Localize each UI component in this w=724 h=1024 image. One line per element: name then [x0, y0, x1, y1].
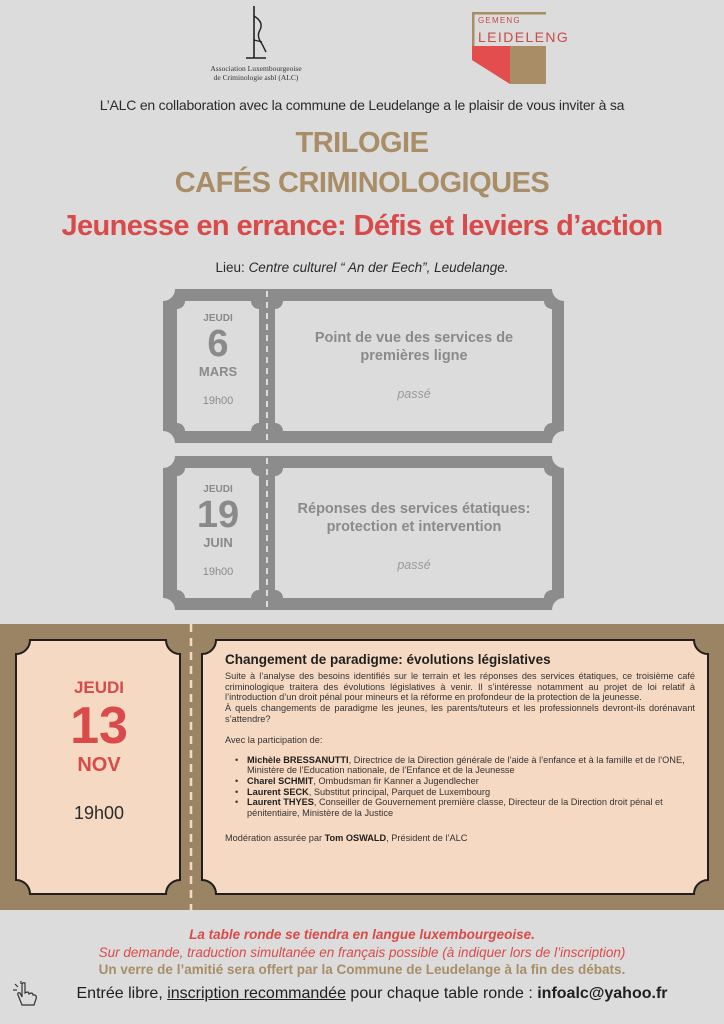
alc-name-line1: Association Luxembourgeoise	[210, 64, 302, 73]
featured-heading: Changement de paradigme: évolutions législatives	[225, 652, 551, 667]
moderation-prefix: Modération assurée par	[225, 832, 325, 843]
participant-role: , Substitut principal, Parquet de Luxembourg	[308, 786, 491, 797]
entry-middle: pour chaque table ronde :	[345, 985, 538, 1002]
participant-item	[225, 797, 695, 818]
intro-text: L’ALC en collaboration avec la commune de Leudelange a le plaisir de vous inviter à sa	[99, 97, 625, 113]
participant-role: , Directrice de la Direction générale de l’aide à l’enfance et à la famille et de l’ONE, Ministère de l’Education nationale, de l’Enfance et de la Jeunesse	[247, 754, 685, 776]
alc-emblem-icon	[236, 6, 276, 64]
registration-link[interactable]: inscription recommandée	[167, 985, 346, 1002]
session-ticket-1	[163, 289, 564, 443]
participant-item	[225, 755, 695, 776]
ticket-1-time: 19h00	[202, 395, 234, 407]
translation-note: Sur demande, traduction simultanée en français possible (à indiquer lors de l’inscription)	[98, 945, 626, 960]
ticket-1-topic: Point de vue des services de premières ligne	[314, 330, 514, 364]
alc-logo	[198, 6, 314, 94]
venue-line	[0, 260, 724, 275]
reception-note: Un verre de l’amitié sera offert par la Commune de Leudelange à la fin des débats.	[98, 962, 626, 977]
participants-list	[225, 755, 695, 819]
participant-item	[225, 787, 695, 798]
moderation-line	[225, 833, 695, 843]
ticket-2-time: 19h00	[202, 566, 234, 578]
alc-name-line2: de Criminologie asbl (ALC)	[213, 73, 299, 82]
leideleng-logo	[472, 12, 612, 92]
ticket-2-status: passé	[397, 558, 431, 572]
featured-paragraph-1: Suite à l’analyse des besoins identifiés sur le terrain et les réponses des services étatiques, ce troisième café criminologique traitera des évolutions législatives à venir. Il s’intéresse notamment au projet de loi relatif à l’introduction d’un droit pénal pour mineurs et la réforme en profondeur de la protection de la jeunesse.	[225, 671, 695, 703]
featured-day-name: JEUDI	[73, 678, 125, 697]
ticket-1-date	[177, 313, 259, 407]
registration-line	[10, 985, 724, 1003]
title-cafes: CAFÉS CRIMINOLOGIQUES	[174, 167, 550, 199]
ticket-1-status: passé	[397, 387, 431, 401]
commune-name: LEIDELENG	[478, 29, 570, 45]
event-subtitle: Jeunesse en errance: Défis et leviers d’action	[61, 210, 663, 242]
participant-item	[225, 776, 695, 787]
ticket-2-date	[177, 484, 259, 578]
ticket-2-topic: Réponses des services étatiques: protection et intervention	[297, 501, 531, 535]
ticket-2-body	[283, 500, 545, 572]
featured-paragraph-2: À quels changements de paradigme les jeunes, les parents/tuteurs et les professionnels devront-ils dorénavant s’attendre?	[225, 703, 695, 724]
participant-name: Laurent THYES	[247, 797, 314, 808]
ticket-2-month: JUIN	[203, 535, 233, 550]
participant-role: , Conseiller de Gouvernement première classe, Directeur de la Direction droit pénal et pénitentiaire, Ministère de la Justice	[247, 797, 663, 819]
venue-label: Lieu:	[215, 260, 249, 275]
entry-prefix: Entrée libre,	[76, 985, 168, 1002]
featured-body	[225, 652, 695, 843]
participant-role: , Ombudsman fir Kanner a Jugendlecher	[313, 775, 479, 786]
featured-day-number: 13	[70, 697, 128, 755]
moderation-suffix: , Président de l’ALC	[386, 832, 468, 843]
participant-name: Michèle BRESSANUTTI	[247, 754, 349, 765]
commune-small-text: GEMENG	[478, 16, 521, 25]
session-ticket-2	[163, 456, 564, 610]
participants-label: Avec la participation de:	[225, 734, 323, 745]
ticket-1-month: MARS	[198, 364, 238, 379]
featured-time: 19h00	[73, 803, 125, 823]
participant-name: Charel SCHMIT	[247, 775, 314, 786]
ticket-2-day-name: JEUDI	[203, 484, 233, 495]
venue-value: Centre culturel “ An der Eech”, Leudelange.	[248, 260, 509, 275]
featured-month: NOV	[77, 754, 121, 776]
ticket-1-day-number: 6	[207, 323, 229, 365]
participant-name: Laurent SECK	[247, 786, 309, 797]
moderator-name: Tom OSWALD	[324, 832, 387, 843]
ticket-1-body	[289, 329, 539, 401]
contact-email-link[interactable]: infoalc@yahoo.fr	[537, 985, 668, 1002]
language-note: La table ronde se tiendra en langue luxembourgeoise.	[189, 927, 535, 942]
featured-date	[18, 678, 180, 824]
ticket-1-day-name: JEUDI	[203, 313, 233, 324]
title-trilogie: TRILOGIE	[295, 127, 429, 159]
ticket-2-day-number: 19	[196, 494, 240, 536]
